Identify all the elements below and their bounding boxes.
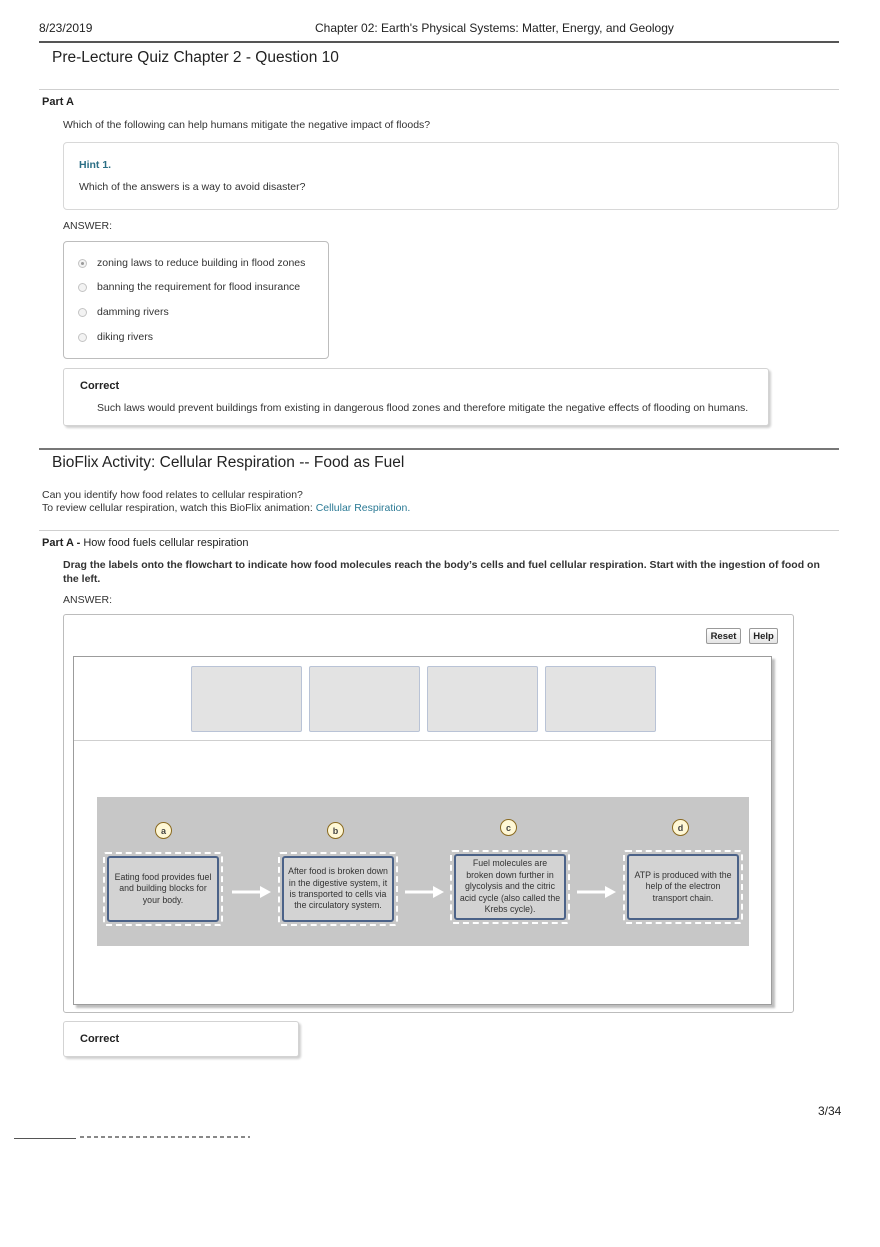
- part-a-label: Part A -: [42, 537, 84, 549]
- part-a-label: Part A: [42, 96, 74, 108]
- instructions-text: Drag the labels onto the flowchart to indicate how food molecules reach the body’s cells and fuel cellular respiration. Start with the ingestion of food on the left.: [63, 559, 820, 585]
- section-divider: [39, 530, 839, 531]
- option-label: damming rivers: [97, 306, 169, 318]
- option-banning-insurance[interactable]: [78, 279, 300, 295]
- arrow-right-icon: [577, 886, 617, 898]
- option-label: banning the requirement for flood insurance: [97, 281, 301, 293]
- step-b-badge: b: [327, 822, 344, 839]
- feedback-title: Correct: [80, 380, 120, 392]
- feedback-title: Correct: [80, 1033, 120, 1045]
- option-damming-rivers[interactable]: [78, 304, 169, 320]
- document-title: Chapter 02: Earth's Physical Systems: Matter, Energy, and Geology: [315, 21, 674, 35]
- intro-review-line: [42, 502, 410, 514]
- radio-icon[interactable]: [78, 283, 87, 292]
- activity-title: BioFlix Activity: Cellular Respiration -- Food as Fuel: [52, 454, 405, 471]
- drop-target-d[interactable]: [623, 850, 743, 924]
- arrow-right-icon: [405, 886, 445, 898]
- print-date: 8/23/2019: [39, 21, 93, 35]
- hint-panel: [63, 142, 839, 210]
- feedback-panel: [63, 368, 769, 426]
- section-divider: [39, 89, 839, 90]
- label-tray-slot[interactable]: [427, 666, 538, 732]
- drop-target-b[interactable]: [278, 852, 398, 926]
- step-c-label[interactable]: Fuel molecules are broken down further in glycolysis and the citric acid cycle (also called the Krebs cycle).: [454, 854, 566, 920]
- answer-label: ANSWER:: [63, 594, 113, 606]
- footer-rule: [14, 1138, 76, 1139]
- reset-button[interactable]: Reset: [706, 628, 741, 644]
- intro-review-text: To review cellular respiration, watch this BioFlix animation:: [42, 502, 316, 514]
- cellular-respiration-link[interactable]: Cellular Respiration.: [315, 502, 411, 514]
- page-number: 3/34: [818, 1104, 842, 1118]
- step-d-label[interactable]: ATP is produced with the help of the electron transport chain.: [627, 854, 739, 920]
- answer-label: ANSWER:: [63, 220, 113, 232]
- radio-icon[interactable]: [78, 308, 87, 317]
- intro-text: Can you identify how food relates to cellular respiration?: [42, 489, 303, 501]
- hint-title[interactable]: Hint 1.: [79, 159, 112, 171]
- drag-drop-activity: [63, 614, 794, 1013]
- step-c-badge: c: [500, 819, 517, 836]
- flowchart: [97, 797, 749, 946]
- header-divider: [39, 41, 839, 43]
- drop-target-c[interactable]: [450, 850, 570, 924]
- step-d-badge: d: [672, 819, 689, 836]
- tray-divider: [74, 740, 771, 741]
- option-zoning-laws[interactable]: [78, 255, 305, 271]
- hint-text: Which of the answers is a way to avoid disaster?: [79, 181, 306, 193]
- help-button[interactable]: Help: [749, 628, 778, 644]
- step-a-badge: a: [155, 822, 172, 839]
- step-b-label[interactable]: After food is broken down in the digestive system, it is transported to cells via the circulatory system.: [282, 856, 394, 922]
- question-text: Which of the following can help humans mitigate the negative impact of floods?: [63, 119, 431, 131]
- question-title: Pre-Lecture Quiz Chapter 2 - Question 10: [52, 49, 339, 66]
- part-a-heading: [42, 537, 248, 549]
- drop-target-a[interactable]: [103, 852, 223, 926]
- footer-rule-dotted: [80, 1136, 250, 1138]
- option-label: zoning laws to reduce building in flood zones: [97, 257, 306, 269]
- answer-options: [63, 241, 329, 359]
- radio-icon[interactable]: [78, 333, 87, 342]
- activity-feedback-panel: [63, 1021, 299, 1057]
- section-divider: [39, 448, 839, 450]
- activity-canvas: [73, 656, 772, 1005]
- arrow-right-icon: [232, 886, 272, 898]
- feedback-text: Such laws would prevent buildings from existing in dangerous flood zones and therefore mitigate the negative effects of flooding on humans.: [97, 402, 749, 414]
- label-tray-slot[interactable]: [309, 666, 420, 732]
- option-diking-rivers[interactable]: [78, 329, 153, 345]
- label-tray-slot[interactable]: [545, 666, 656, 732]
- option-label: diking rivers: [97, 331, 154, 343]
- radio-selected-icon[interactable]: [78, 259, 87, 268]
- step-a-label[interactable]: Eating food provides fuel and building blocks for your body.: [107, 856, 219, 922]
- label-tray-slot[interactable]: [191, 666, 302, 732]
- part-a-title: How food fuels cellular respiration: [83, 537, 249, 549]
